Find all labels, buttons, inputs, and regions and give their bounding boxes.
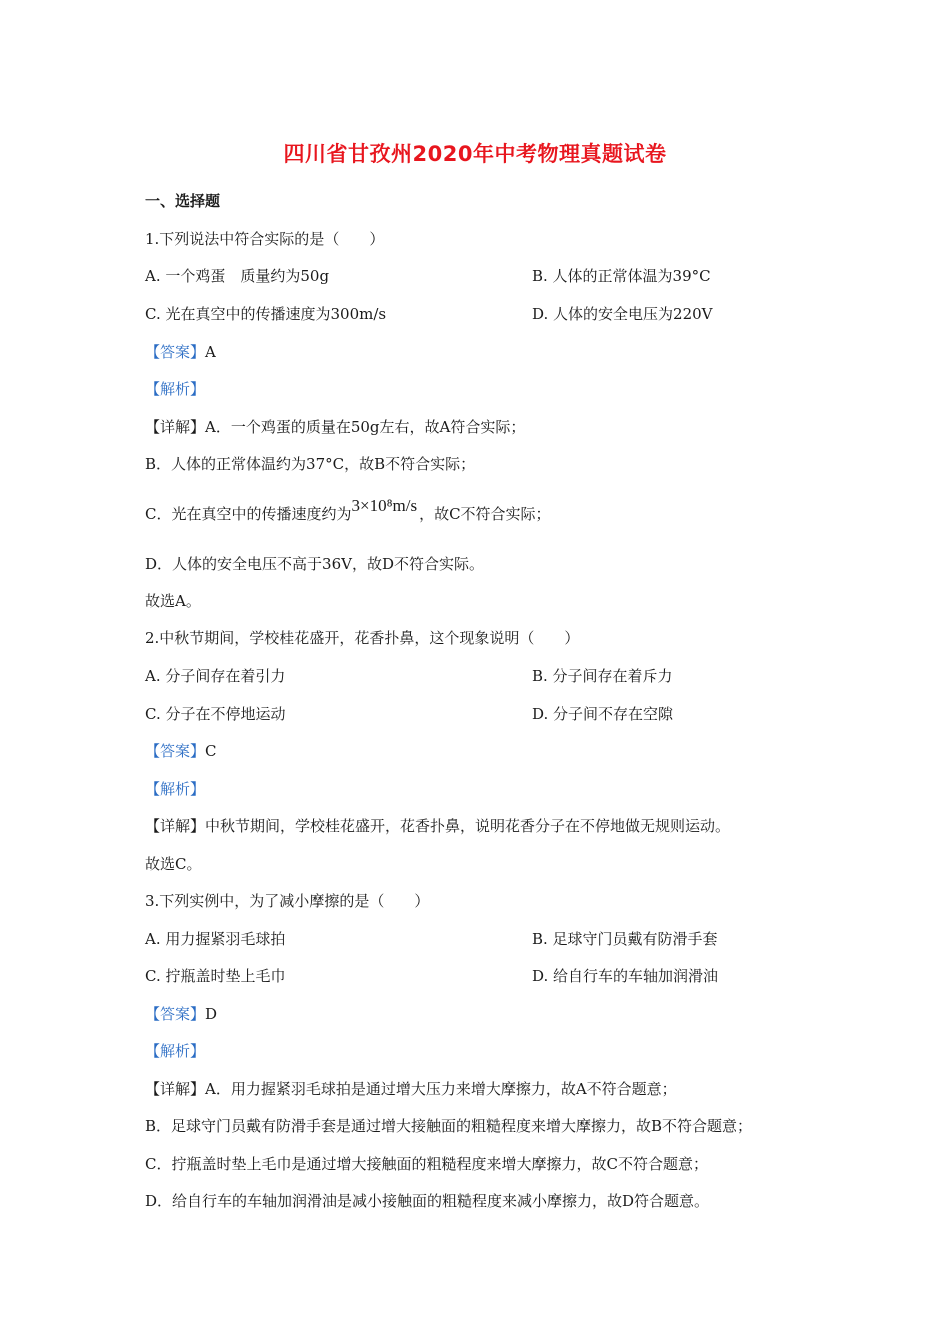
question-1-detail-c bbox=[145, 496, 551, 524]
page-title: 四川省甘孜州2020年中考物理真题试卷 bbox=[283, 142, 667, 166]
question-1-option-c: C. 光在真空中的传播速度为300m/s bbox=[145, 305, 387, 323]
answer-tag: 【答案】 bbox=[145, 1005, 206, 1023]
detail-text: A．一个鸡蛋的质量在50g左右，故A符合实际； bbox=[205, 418, 526, 436]
question-1-option-b: B. 人体的正常体温为39°C bbox=[532, 267, 711, 285]
question-2-conclusion: 故选C。 bbox=[145, 855, 202, 873]
question-3-detail-b: B．足球守门员戴有防滑手套是通过增大接触面的粗糙程度来增大摩擦力，故B不符合题意； bbox=[145, 1117, 753, 1135]
question-1-detail-d: D．人体的安全电压不高于36V，故D不符合实际。 bbox=[145, 555, 484, 573]
answer-value: D bbox=[205, 1005, 218, 1023]
question-2-option-d: D. 分子间不存在空隙 bbox=[532, 705, 674, 723]
question-2-option-c: C. 分子在不停地运动 bbox=[145, 705, 286, 723]
question-2-analysis-tag: 【解析】 bbox=[145, 780, 206, 798]
question-1-stem: 1.下列说法中符合实际的是（ ） bbox=[145, 230, 385, 248]
question-3-detail-a bbox=[145, 1079, 677, 1099]
question-3-option-b: B. 足球守门员戴有防滑手套 bbox=[532, 930, 718, 948]
speed-of-light-formula: 3×10⁸m/s bbox=[351, 496, 418, 515]
question-1-option-d: D. 人体的安全电压为220V bbox=[532, 305, 713, 323]
question-1-detail-a bbox=[145, 417, 525, 437]
question-3-option-c: C. 拧瓶盖时垫上毛巾 bbox=[145, 967, 286, 985]
question-1-option-a: A. 一个鸡蛋 质量约为50g bbox=[145, 267, 330, 285]
detail-tag: 【详解】 bbox=[145, 1080, 206, 1098]
answer-tag: 【答案】 bbox=[145, 742, 206, 760]
question-3-detail-d: D．给自行车的车轴加润滑油是减小接触面的粗糙程度来减小摩擦力，故D符合题意。 bbox=[145, 1192, 710, 1210]
question-2-option-b: B. 分子间存在着斥力 bbox=[532, 667, 673, 685]
answer-value: A bbox=[205, 343, 216, 361]
question-3-option-a: A. 用力握紧羽毛球拍 bbox=[145, 930, 286, 948]
question-1-answer bbox=[145, 342, 216, 362]
question-2-answer bbox=[145, 741, 217, 761]
section-heading: 一、选择题 bbox=[145, 192, 221, 210]
question-2-stem: 2.中秋节期间，学校桂花盛开，花香扑鼻，这个现象说明（ ） bbox=[145, 629, 580, 647]
detail-tag: 【详解】 bbox=[145, 817, 206, 835]
question-2-option-a: A. 分子间存在着引力 bbox=[145, 667, 286, 685]
detail-tag: 【详解】 bbox=[145, 418, 206, 436]
question-1-detail-b: B．人体的正常体温约为37°C，故B不符合实际； bbox=[145, 455, 476, 473]
detail-c-suffix: ，故C不符合实际； bbox=[419, 505, 551, 523]
answer-value: C bbox=[205, 742, 217, 760]
detail-text: 中秋节期间，学校桂花盛开，花香扑鼻，说明花香分子在不停地做无规则运动。 bbox=[205, 817, 731, 835]
question-3-option-d: D. 给自行车的车轴加润滑油 bbox=[532, 967, 719, 985]
question-1-conclusion: 故选A。 bbox=[145, 592, 201, 610]
question-3-stem: 3.下列实例中，为了减小摩擦的是（ ） bbox=[145, 892, 430, 910]
detail-c-prefix: C．光在真空中的传播速度约为 bbox=[145, 505, 352, 523]
answer-tag: 【答案】 bbox=[145, 343, 206, 361]
question-3-detail-c: C．拧瓶盖时垫上毛巾是通过增大接触面的粗糙程度来增大摩擦力，故C不符合题意； bbox=[145, 1155, 708, 1173]
question-2-detail bbox=[145, 816, 730, 836]
question-3-answer bbox=[145, 1004, 217, 1024]
question-3-analysis-tag: 【解析】 bbox=[145, 1042, 206, 1060]
question-1-analysis-tag: 【解析】 bbox=[145, 380, 206, 398]
detail-text: A．用力握紧羽毛球拍是通过增大压力来增大摩擦力，故A不符合题意； bbox=[205, 1080, 677, 1098]
